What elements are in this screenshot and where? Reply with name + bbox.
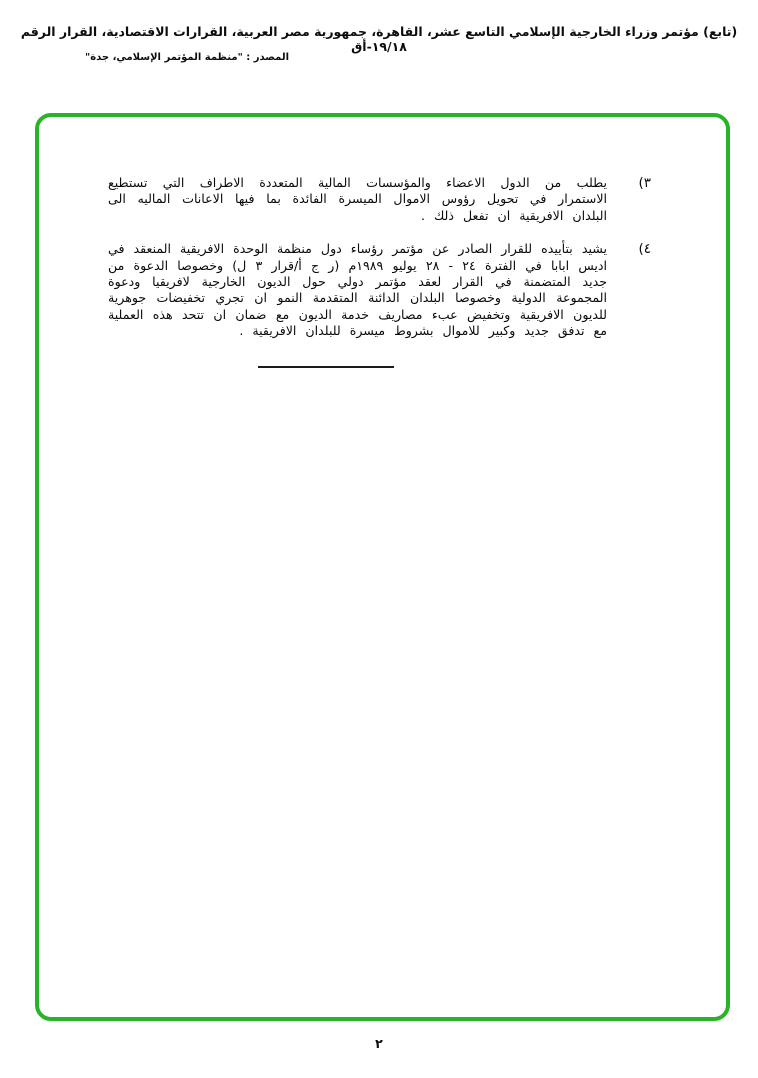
header-title: (تابع) مؤتمر وزراء الخارجية الإسلامي التاسع عشر، القاهرة، جمهورية مصر العربية، القرارات الاقتصادية، القرار الرقم ١٩/١٨-أق [20,24,738,54]
list-item-number: ٣) [638,175,651,191]
separator-line [258,366,394,368]
list-item-text: يطلب من الدول الاعضاء والمؤسسات المالية المتعددة الاطراف التي تستطيع الاستمرار في تحويل رؤوس الاموال الميسرة الفائدة بما فيها الاعانات الماليه الى البلدان الافريقية ان تفعل ذلك . [108,175,607,223]
list-item [108,241,651,339]
header-source: المصدر : "منظمة المؤتمر الإسلامي، جدة" [85,52,290,63]
content-frame [35,113,730,1021]
list-item-text: يشيد بتأييده للقرار الصادر عن مؤتمر رؤساء دول منظمة الوحدة الافريقية المنعقد في اديس ابابا في الفترة ٢٤ - ٢٨ يوليو ١٩٨٩م (ر ج أ/قرار ٣ ل) وخصوصا الدعوة من جديد المتضمنة في القرار لعقد مؤتمر دولي حول الديون الخارجية لافريقيا ودعوة المجموعة الدولية وخصوصا البلدان الدائنة المتقدمة النمو ان تجري تخفيضات جوهرية للديون الافريقية وتخفيض عبء مصاريف خدمة الديون مع ضمان ان تتحد هذه العملية مع تدفق جديد وكبير للاموال بشروط ميسرة للبلدان الافريقية . [108,241,607,339]
list-item-number: ٤) [638,241,651,258]
page-number: ٢ [375,1036,383,1051]
document-body [108,175,651,368]
list-item [108,175,651,224]
